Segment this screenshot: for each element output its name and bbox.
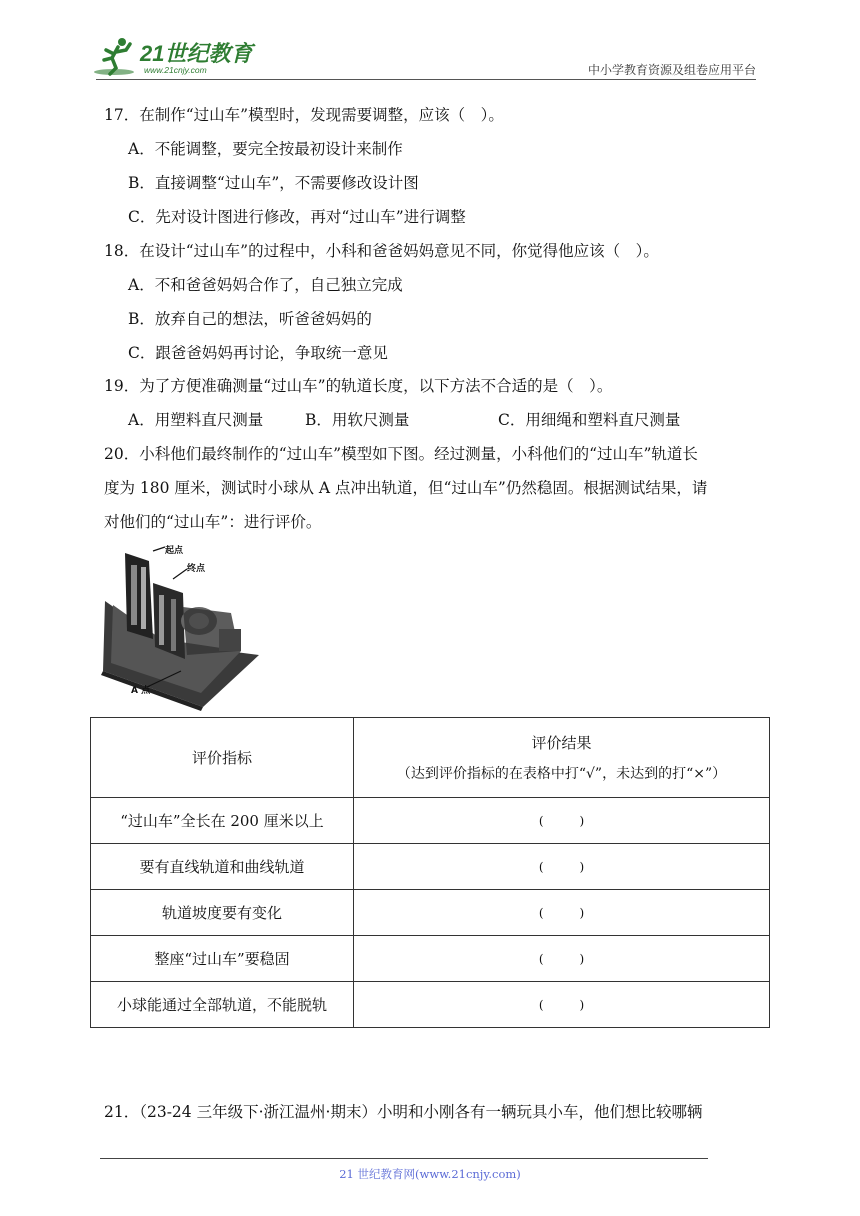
result-cell[interactable]: ( )	[354, 798, 770, 844]
table-row	[91, 982, 770, 1028]
question-19-option-b: B．用软尺测量	[305, 411, 410, 429]
question-18-option-c: C．跟爸爸妈妈再讨论，争取统一意见	[128, 344, 388, 362]
logo-text: 21世纪教育	[140, 41, 253, 66]
table-row	[91, 844, 770, 890]
table-row	[91, 936, 770, 982]
question-17-option-c: C．先对设计图进行修改，再对“过山车”进行调整	[128, 208, 466, 226]
question-18-option-a: A．不和爸爸妈妈合作了，自己独立完成	[128, 276, 403, 294]
question-18-stem: 18．在设计“过山车”的过程中，小科和爸爸妈妈意见不同，你觉得他应该（ ）。	[104, 242, 659, 260]
result-cell[interactable]: ( )	[354, 982, 770, 1028]
result-cell[interactable]: ( )	[354, 890, 770, 936]
question-17-option-a: A．不能调整，要完全按最初设计来制作	[128, 140, 403, 158]
runner-icon	[92, 34, 262, 80]
question-17-option-b: B．直接调整“过山车”，不需要修改设计图	[128, 174, 419, 192]
figure-label-start: 起点	[165, 546, 184, 556]
figure-label-end: 终点	[187, 564, 206, 574]
question-17-stem: 17．在制作“过山车”模型时，发现需要调整，应该（ ）。	[104, 106, 504, 124]
evaluation-table	[90, 717, 770, 1028]
header-result-title: 评价结果	[531, 734, 592, 752]
roller-coaster-photo	[101, 543, 259, 711]
criterion-cell: 要有直线轨道和曲线轨道	[91, 844, 354, 890]
table-header-row	[91, 718, 770, 798]
header-criterion: 评价指标	[91, 718, 354, 798]
question-19-option-c: C．用细绳和塑料直尺测量	[498, 411, 681, 429]
question-19-option-a: A．用塑料直尺测量	[128, 411, 264, 429]
question-20-line-2: 度为 180 厘米，测试时小球从 A 点冲出轨道，但“过山车”仍然稳固。根据测试结果，请	[104, 479, 708, 497]
figure-label-point-a: A 点	[131, 686, 151, 696]
table-row	[91, 798, 770, 844]
result-cell[interactable]: ( )	[354, 844, 770, 890]
question-21-stem: 21．（23-24 三年级下·浙江温州·期末）小明和小刚各有一辆玩具小车，他们想比较哪辆	[104, 1103, 703, 1121]
header-result-instruction: （达到评价指标的在表格中打“√”，未达到的打“×”）	[396, 766, 727, 782]
roller-coaster-model-image	[101, 543, 259, 711]
platform-name: 中小学教育资源及组卷应用平台	[587, 63, 756, 77]
site-logo	[92, 34, 262, 80]
result-cell[interactable]: ( )	[354, 936, 770, 982]
criterion-cell: 小球能通过全部轨道，不能脱轨	[91, 982, 354, 1028]
criterion-cell: “过山车”全长在 200 厘米以上	[91, 798, 354, 844]
criterion-cell: 整座“过山车”要稳固	[91, 936, 354, 982]
question-18-option-b: B．放弃自己的想法，听爸爸妈妈的	[128, 310, 372, 328]
table-row	[91, 890, 770, 936]
logo-url: www.21cnjy.com	[144, 65, 207, 75]
header-divider	[96, 79, 756, 80]
criterion-cell: 轨道坡度要有变化	[91, 890, 354, 936]
header-result	[354, 718, 770, 798]
footer-divider	[100, 1158, 708, 1159]
question-19-stem: 19．为了方便准确测量“过山车”的轨道长度，以下方法不合适的是（ ）。	[104, 377, 613, 395]
footer-link[interactable]: 21 世纪教育网(www.21cnjy.com)	[339, 1167, 521, 1181]
question-20-line-3: 对他们的“过山车”：进行评价。	[104, 513, 322, 531]
question-20-line-1: 20．小科他们最终制作的“过山车”模型如下图。经过测量，小科他们的“过山车”轨道长	[104, 445, 698, 463]
